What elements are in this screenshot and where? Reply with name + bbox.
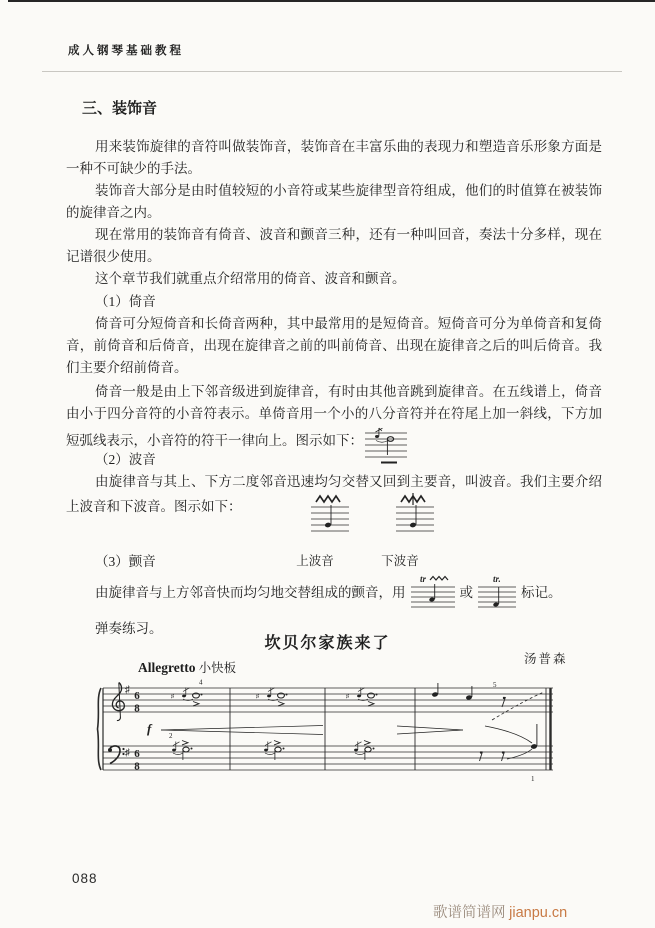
svg-text:8: 8: [134, 760, 140, 773]
trill-text-or: 或: [459, 585, 474, 600]
lower-mordent-label: 下波音: [381, 553, 419, 568]
brace: [98, 688, 102, 770]
subsection-1-heading: （1）倚音: [95, 294, 156, 309]
section-heading: 三、装饰音: [82, 101, 158, 117]
trill-example-dot: [477, 573, 517, 615]
treble-staff-lines: [103, 688, 553, 712]
staff-lines: [396, 507, 434, 531]
bass-staff-lines: [103, 746, 553, 770]
mordent-sign-icon: [316, 496, 340, 502]
bass-note-group: [264, 741, 284, 761]
bass-measure-4: [480, 724, 538, 783]
grand-staff: [97, 680, 557, 794]
bass-clef-icon: [108, 746, 125, 764]
slur: [485, 726, 532, 743]
slur: [376, 440, 388, 442]
header-rule: [42, 71, 622, 72]
trill-sign: tr: [419, 574, 426, 584]
subsection-3-heading: （3）颤音: [95, 554, 156, 569]
quarter-note: [324, 505, 331, 528]
trill-wave-icon: [430, 577, 448, 581]
subsection-3-paragraph: [66, 573, 602, 615]
subsection-1-paragraph-1: 倚音可分短倚音和长倚音两种，其中最常用的是短倚音。短倚音可分为单倚音和复倚音，前倚音和后倚音，出现在旋律音之前的叫前倚音、出现在旋律音之后的叫后倚音。我们主要介绍前倚音。: [66, 316, 602, 375]
treble-note-group: [346, 688, 378, 706]
treble-measure-4: [432, 681, 544, 720]
watermark-site-url: jianpu.cn: [509, 905, 568, 921]
song-title: 坎贝尔家族来了: [264, 635, 391, 652]
mordent-text: 由旋律音与其上、下方二度邻音迅速均匀交替又回到主要音，叫波音。我们主要介绍上波音和下波音。图示如下：: [66, 474, 602, 514]
dynamic-marking: f: [147, 721, 152, 736]
slur: [507, 749, 532, 759]
tempo-chinese: 小快板: [198, 661, 237, 675]
composer: 汤普森: [524, 652, 568, 666]
upper-mordent-notation: [310, 493, 350, 543]
key-signature-sharp: ♯: [125, 747, 130, 759]
practice-note: 弹奏练习。: [95, 621, 163, 636]
eighth-rest-icon: [480, 751, 483, 761]
fingering: 5: [493, 681, 497, 689]
appoggiatura-text: 倚音一般是由上下邻音级进到旋律音，有时由其他音跳到旋律音。在五线谱上，倚音由小于四分音符的小音符表示。单倚音用一个小的八分音符并在符尾上加一斜线，下方加短弧线表示，小音符的符干一律向上。图示如下：: [66, 384, 602, 448]
paragraph-2: 装饰音大部分是由时值较短的小音符或某些旋律型音符组成，他们的时值算在被装饰的旋律音之内。: [66, 183, 602, 220]
tempo-italian: Allegretto: [138, 660, 196, 675]
staff-lines: [311, 507, 349, 531]
key-signature-sharp: ♯: [125, 684, 130, 696]
subsection-2-heading: （2）波音: [95, 452, 156, 467]
watermark-site-name: 歌谱简谱网: [433, 905, 506, 921]
quarter-note: [409, 505, 416, 528]
page-number: 088: [72, 871, 98, 886]
tempo-marking: [138, 658, 236, 676]
svg-text:♯: ♯: [256, 694, 259, 700]
scan-edge-line: [8, 0, 655, 2]
svg-text:8: 8: [134, 702, 140, 715]
trill-text-after: 标记。: [521, 585, 562, 600]
paragraph-4: 这个章节我们就重点介绍常用的倚音、波音和颤音。: [95, 271, 406, 286]
time-signature: [134, 690, 140, 773]
trill-text-before: 由旋律音与上方邻音快而均匀地交替组成的颤音，用: [95, 585, 406, 600]
upper-mordent-label: 上波音: [296, 553, 334, 568]
eighth-rest-icon: [502, 751, 505, 761]
fingering: 1: [531, 775, 535, 783]
bass-note-group: [354, 741, 374, 761]
eighth-rest-icon: [502, 697, 506, 707]
fingering: 4: [199, 678, 203, 687]
svg-text:6: 6: [134, 748, 140, 760]
svg-text:6: 6: [134, 690, 140, 702]
svg-text:♯: ♯: [346, 694, 349, 700]
trill-sign: tr.: [493, 574, 501, 584]
svg-text:♯: ♯: [171, 694, 174, 700]
crescendo-hairpin: [161, 726, 323, 735]
staff-lines: [411, 587, 455, 607]
running-header: 成人钢琴基础教程: [68, 45, 184, 57]
treble-note-group: [256, 688, 288, 706]
trill-example-wavy: [410, 573, 456, 615]
treble-note-group: [171, 679, 203, 706]
paragraph-1: 用来装饰旋律的音符叫做装饰音，装饰音在丰富乐曲的表现力和塑造音乐形象方面是一种不可缺少的手法。: [66, 139, 602, 176]
music-score: [97, 680, 557, 799]
fingering: 2: [169, 732, 173, 740]
watermark: [433, 901, 567, 922]
decrescendo-hairpin: [397, 726, 463, 734]
paragraph-3: 现在常用的装饰音有倚音、波音和颤音三种，还有一种叫回音，奏法十分多样，现在记谱很少使用。: [66, 227, 602, 264]
lower-mordent-notation: [395, 493, 435, 543]
